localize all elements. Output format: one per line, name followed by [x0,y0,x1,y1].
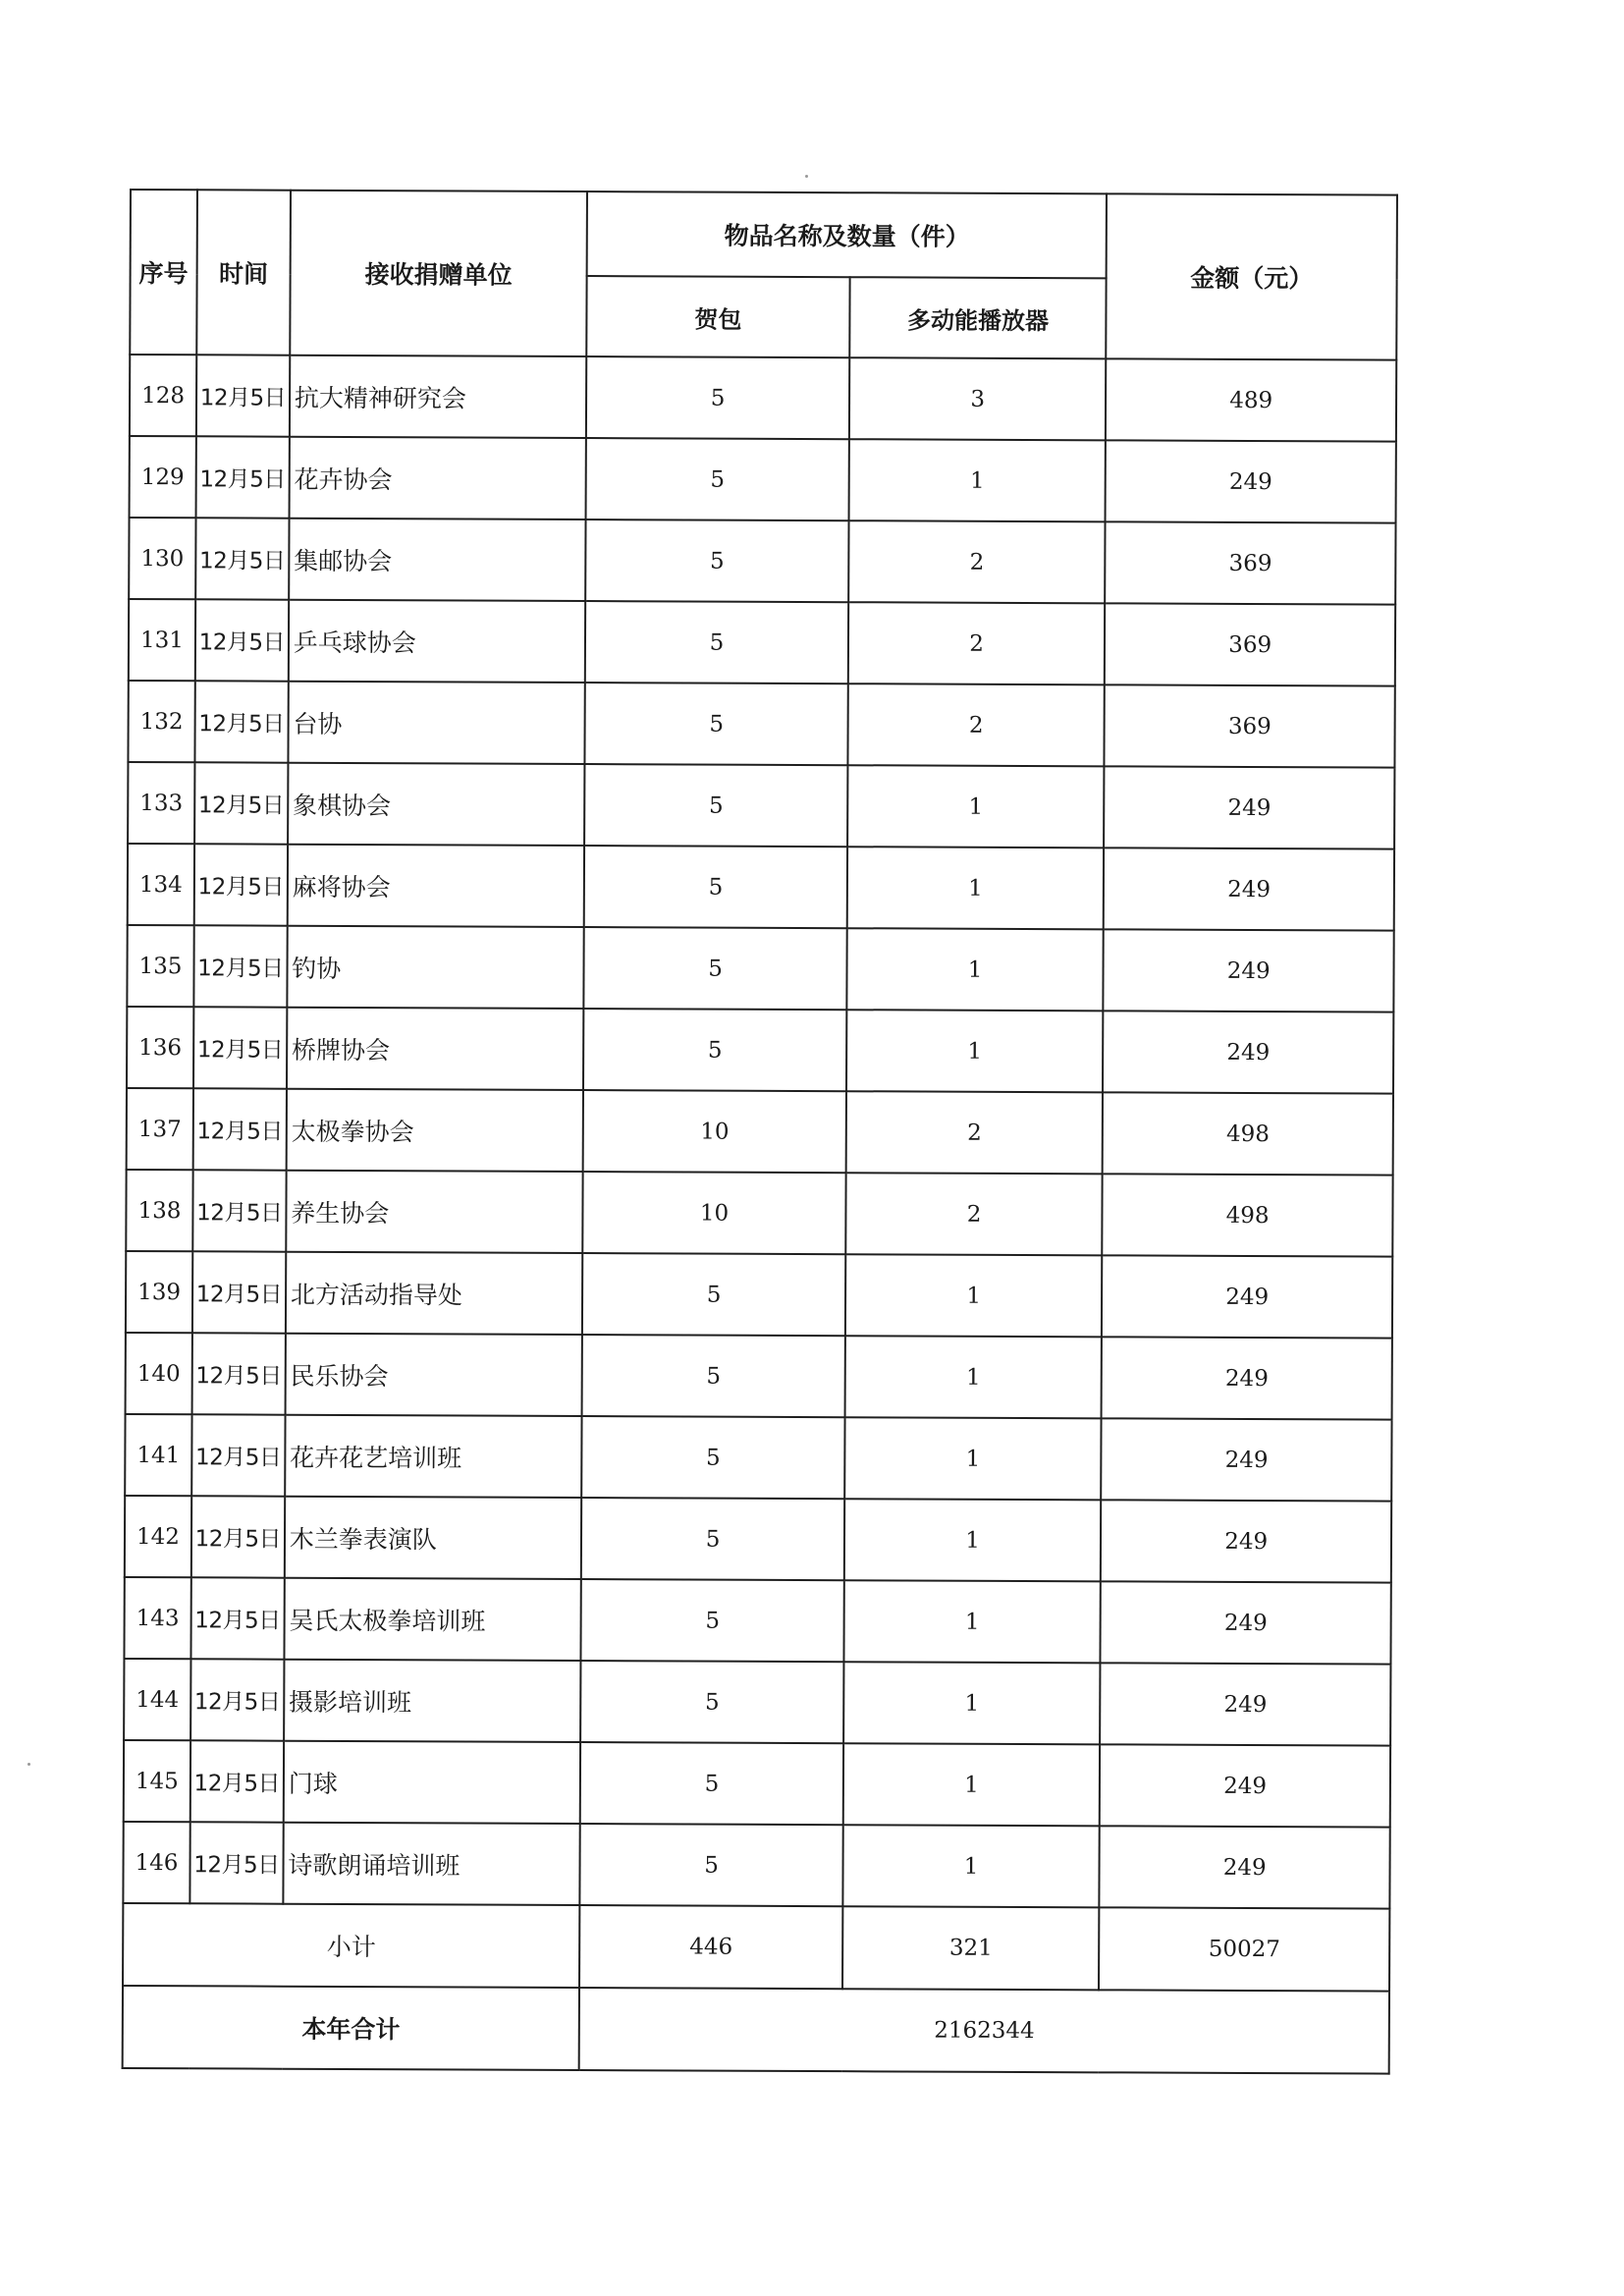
row-item2: 1 [842,1825,1100,1907]
row-item1: 5 [581,1498,844,1580]
row-date: 12月5日 [190,1740,284,1822]
row-seq: 140 [126,1333,192,1414]
row-item1: 5 [584,846,847,928]
row-item1: 5 [586,438,849,520]
donation-table [122,189,1398,2075]
row-item2: 1 [846,1010,1104,1092]
table-header [130,190,1397,360]
row-item2: 1 [843,1743,1101,1826]
table-row [129,518,1395,605]
row-item1: 5 [586,356,849,439]
row-date: 12月5日 [193,1007,287,1088]
row-item2: 2 [848,520,1106,603]
row-item2: 1 [845,1254,1103,1337]
row-item1: 5 [583,1009,846,1091]
row-item2: 1 [844,1499,1102,1581]
row-item2: 1 [847,765,1105,847]
table-row [126,1251,1392,1339]
row-item1: 5 [581,1416,844,1499]
row-date: 12月5日 [195,599,289,681]
row-seq: 136 [127,1007,193,1088]
table-row [125,1496,1391,1583]
table-row [124,1740,1390,1828]
row-amount: 249 [1100,1663,1390,1745]
table-row [128,681,1394,768]
row-unit: 花卉花艺培训班 [285,1415,582,1498]
row-amount: 249 [1104,766,1394,848]
table-row [123,1822,1389,1909]
row-item2: 1 [844,1336,1102,1418]
row-amount: 249 [1104,929,1394,1011]
row-amount: 369 [1105,603,1395,685]
header-amount: 金额（元） [1107,193,1397,359]
table-row [127,925,1393,1012]
row-date: 12月5日 [195,518,289,599]
row-seq: 138 [126,1170,192,1251]
row-amount: 249 [1102,1255,1392,1338]
row-unit: 钓协 [287,926,584,1009]
row-date: 12月5日 [189,1822,283,1903]
row-unit: 北方活动指导处 [286,1252,583,1335]
total-label: 本年合计 [123,1986,580,2070]
row-date: 12月5日 [192,1251,286,1333]
row-date: 12月5日 [195,436,289,518]
row-item1: 5 [584,927,847,1010]
row-amount: 498 [1103,1174,1393,1256]
row-date: 12月5日 [191,1496,285,1577]
row-item2: 1 [846,928,1104,1011]
row-seq: 142 [125,1496,191,1577]
row-item2: 2 [845,1173,1103,1255]
row-seq: 130 [129,518,195,599]
row-date: 12月5日 [194,844,288,925]
row-amount: 249 [1106,440,1396,522]
table-row [127,1007,1393,1094]
header-items-group: 物品名称及数量（件） [587,191,1107,278]
row-seq: 131 [129,599,195,681]
row-amount: 249 [1100,1744,1390,1827]
row-unit: 吴氏太极拳培训班 [284,1578,581,1661]
row-amount: 369 [1106,521,1396,604]
row-date: 12月5日 [190,1659,284,1740]
row-date: 12月5日 [194,762,288,844]
table-row [127,1088,1393,1175]
row-item2: 1 [847,847,1105,929]
row-unit: 花卉协会 [289,437,586,519]
subtotal-item1: 446 [579,1905,842,1989]
row-item2: 2 [845,1091,1103,1174]
subtotal-label: 小计 [123,1903,580,1988]
subtotal-amount: 50027 [1099,1907,1389,1991]
row-unit: 摄影培训班 [284,1660,581,1742]
row-item1: 5 [581,1579,844,1662]
row-seq: 143 [124,1577,190,1659]
total-row [123,1986,1389,2074]
row-unit: 象棋协会 [288,763,585,846]
row-amount: 249 [1102,1418,1392,1501]
row-item2: 2 [847,683,1105,766]
row-unit: 抗大精神研究会 [290,355,587,438]
row-date: 12月5日 [190,1577,284,1659]
row-unit: 诗歌朗诵培训班 [283,1823,580,1905]
row-item1: 5 [584,764,847,847]
row-item1: 10 [583,1172,846,1254]
table-row [124,1659,1390,1746]
table-row [129,599,1395,686]
header-seq: 序号 [130,190,197,355]
row-unit: 集邮协会 [289,519,586,601]
row-date: 12月5日 [193,1088,287,1170]
table-footer [123,1903,1390,2074]
row-unit: 民乐协会 [285,1334,582,1416]
row-amount: 498 [1103,1092,1393,1175]
row-seq: 139 [126,1251,192,1333]
row-unit: 桥牌协会 [287,1008,584,1090]
table-row [126,1170,1392,1257]
subtotal-item2: 321 [842,1906,1100,1990]
row-item1: 10 [583,1090,846,1173]
total-amount: 2162344 [579,1988,1389,2074]
row-seq: 128 [130,355,196,436]
row-item1: 5 [580,1661,843,1743]
table-row [130,355,1396,442]
row-amount: 249 [1102,1337,1392,1419]
table-row [125,1414,1391,1502]
header-item2: 多动能播放器 [849,277,1107,358]
header-item1: 贺包 [587,276,850,357]
row-amount: 249 [1101,1581,1391,1664]
table-row [128,844,1394,931]
row-item2: 1 [843,1580,1101,1663]
scan-speck [27,1763,30,1766]
row-unit: 乒乓球协会 [289,600,586,683]
row-amount: 249 [1103,1011,1393,1093]
row-seq: 146 [123,1822,189,1903]
table-row [130,436,1396,523]
row-item1: 5 [585,519,848,602]
table-row [126,1333,1392,1420]
row-seq: 145 [124,1740,190,1822]
row-amount: 249 [1100,1826,1390,1908]
row-item2: 1 [848,439,1106,521]
row-date: 12月5日 [193,925,287,1007]
row-seq: 129 [130,436,196,518]
header-unit: 接收捐赠单位 [290,191,587,356]
row-date: 12月5日 [192,1333,286,1414]
table-body [123,355,1396,1909]
row-item2: 3 [849,357,1107,440]
row-unit: 养生协会 [286,1171,583,1253]
row-seq: 141 [125,1414,191,1496]
row-item1: 5 [580,1824,843,1906]
table-row [128,762,1394,849]
row-date: 12月5日 [196,355,290,436]
scan-speck [805,175,808,178]
subtotal-row [123,1903,1389,1992]
header-time: 时间 [196,190,291,355]
row-amount: 369 [1105,684,1395,767]
row-date: 12月5日 [194,681,288,762]
row-amount: 249 [1101,1500,1391,1582]
row-seq: 132 [128,681,194,762]
row-unit: 木兰拳表演队 [285,1497,582,1579]
row-date: 12月5日 [192,1170,286,1251]
row-unit: 太极拳协会 [286,1089,583,1172]
row-unit: 门球 [284,1741,581,1824]
row-item1: 5 [582,1253,845,1336]
row-item1: 5 [585,601,848,683]
row-seq: 144 [124,1659,190,1740]
row-date: 12月5日 [191,1414,285,1496]
row-seq: 134 [128,844,194,925]
row-amount: 489 [1106,358,1396,441]
row-seq: 135 [127,925,193,1007]
row-item2: 1 [844,1417,1102,1500]
row-item2: 2 [848,602,1106,684]
row-unit: 台协 [288,682,585,764]
row-seq: 137 [127,1088,193,1170]
row-amount: 249 [1104,847,1394,930]
row-seq: 133 [128,762,194,844]
row-item2: 1 [843,1662,1101,1744]
row-item1: 5 [580,1742,843,1825]
row-item1: 5 [582,1335,845,1417]
row-unit: 麻将协会 [288,845,585,927]
row-item1: 5 [585,683,848,765]
table-row [124,1577,1390,1665]
